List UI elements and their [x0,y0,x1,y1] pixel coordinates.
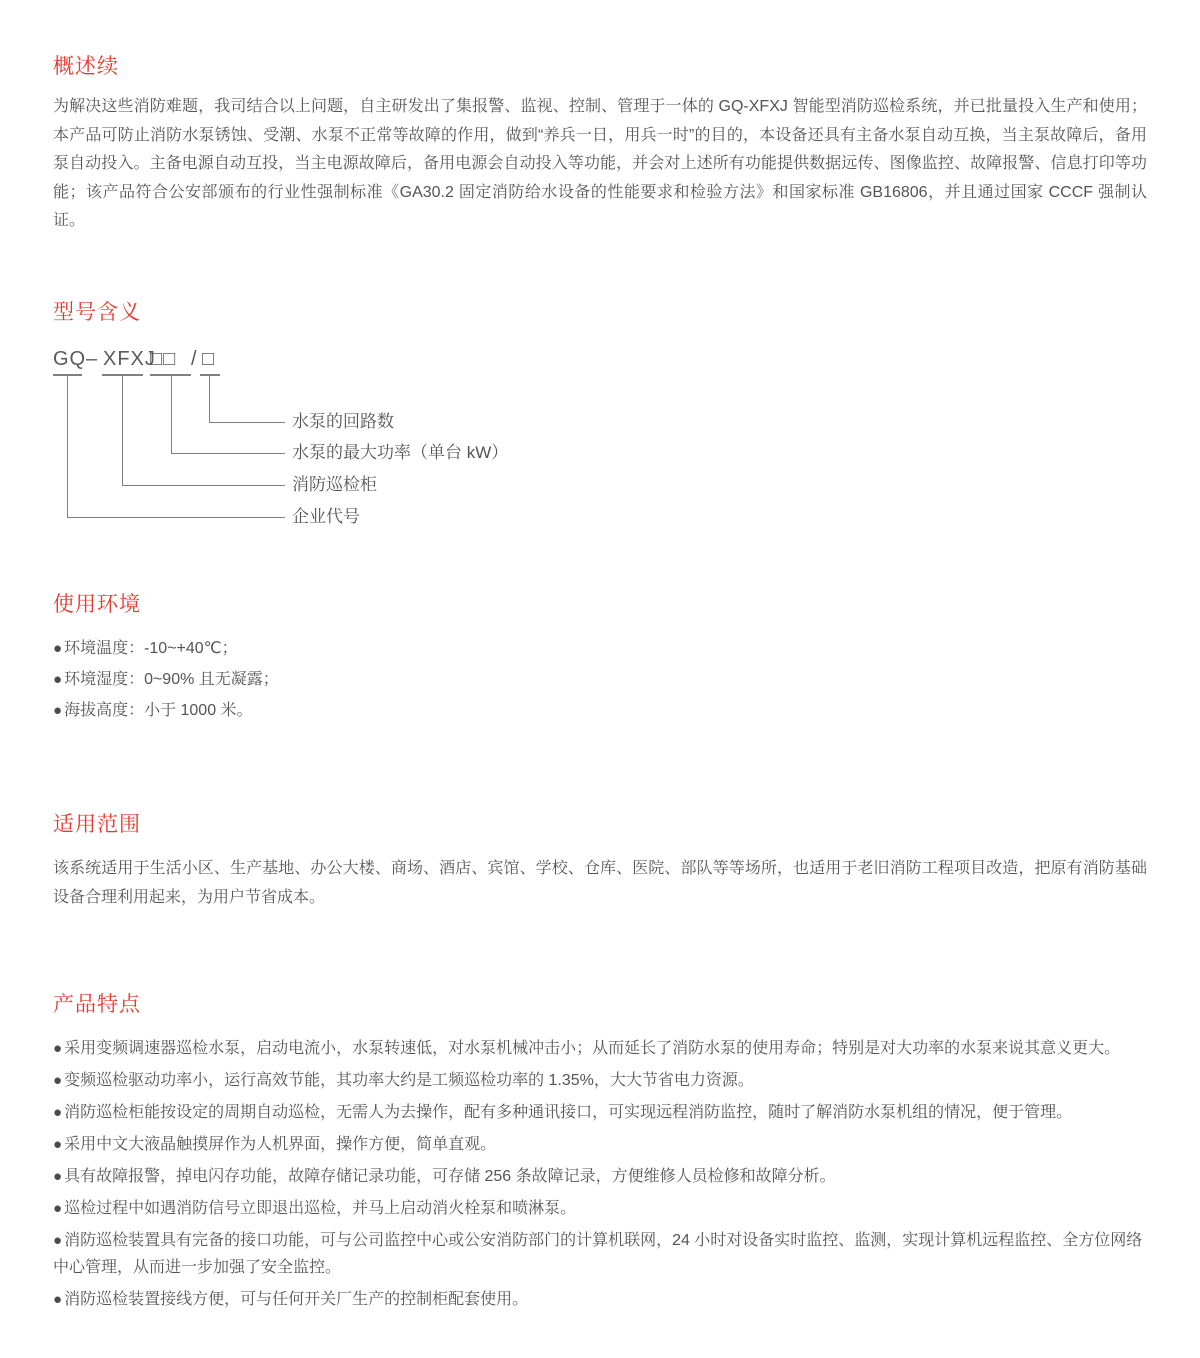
overview-heading: 概述续 [53,55,119,78]
environment-item-text: 环境湿度：0~90% 且无凝露； [64,670,279,688]
bullet-icon: ● [53,1231,63,1249]
list-item [53,697,1147,724]
section-features [53,992,1147,1313]
model-label-product: 消防巡检柜 [292,474,377,494]
scope-paragraph: 该系统适用于生活小区、生产基地、办公大楼、商场、酒店、宾馆、学校、仓库、医院、部队等等场所，也适用于老旧消防工程项目改造，把原有消防基础设备合理利用起来，为用户节省成本。 [53,859,1147,906]
feature-item-text: 采用中文大液晶触摸屏作为人机界面，操作方便，简单直观。 [64,1135,497,1153]
model-code-dash: – [86,347,99,370]
list-item [53,1099,1147,1126]
list-item [53,1035,1147,1062]
bullet-icon: ● [53,1167,63,1185]
list-item [53,635,1147,662]
model-label-company: 企业代号 [292,506,360,526]
environment-item-text: 海拔高度：小于 1000 米。 [64,701,253,719]
model-label-spec: 水泵的最大功率（单台 kW） [292,442,509,462]
list-item [53,1286,1147,1313]
model-code-company: GQ [53,347,87,370]
section-overview [53,54,1147,236]
feature-item-text: 消防巡检装置接线方便，可与任何开关厂生产的控制柜配套使用。 [64,1290,529,1308]
list-item [53,1227,1147,1281]
connector-vline-product [122,375,123,485]
section-model [53,300,1147,530]
list-item [53,1163,1147,1190]
feature-item-text: 采用变频调速器巡检水泵，启动电流小，水泵转速低，对水泵机械冲击小；从而延长了消防水泵的使用寿命；特别是对大功率的水泵来说其意义更大。 [64,1039,1121,1057]
connector-hline-company [67,517,285,518]
model-heading: 型号含义 [53,300,141,324]
bullet-icon: ● [53,670,63,688]
bullet-icon: ● [53,1199,63,1217]
bullet-icon: ● [53,1103,63,1121]
model-label-loop: 水泵的回路数 [292,411,394,431]
connector-hline-product [122,485,285,486]
section-environment [53,592,1147,724]
model-diagram [53,348,1147,530]
environment-list [53,635,1147,724]
features-heading: 产品特点 [53,992,141,1016]
feature-item-text: 消防巡检柜能按设定的周期自动巡检，无需人为去操作，配有多种通讯接口，可实现远程消防监控，随时了解消防水泵机组的情况，便于管理。 [64,1103,1073,1121]
environment-heading: 使用环境 [53,592,141,616]
bullet-icon: ● [53,639,63,657]
model-code-product: XFXJ [103,347,156,370]
bullet-icon: ● [53,1071,63,1089]
list-item [53,1067,1147,1094]
bullet-icon: ● [53,701,63,719]
model-code-spec-boxes: □□ [150,347,177,370]
connector-hline-spec [171,453,285,454]
list-item [53,666,1147,693]
connector-vline-spec [171,375,172,453]
feature-item-text: 巡检过程中如遇消防信号立即退出巡检，并马上启动消火栓泵和喷淋泵。 [64,1199,577,1217]
list-item [53,1195,1147,1222]
scope-heading: 适用范围 [53,812,141,836]
bullet-icon: ● [53,1290,63,1308]
bullet-icon: ● [53,1135,63,1153]
model-code-slash: / [191,347,198,370]
model-code-loop-box: □ [202,347,216,370]
environment-item-text: 环境温度：-10~+40℃； [64,639,238,657]
connector-hline-loop [209,422,285,423]
bullet-icon: ● [53,1039,63,1057]
feature-item-text: 具有故障报警，掉电闪存功能，故障存储记录功能，可存储 256 条故障记录，方便维修人员检修和故障分析。 [64,1167,836,1185]
connector-vline-loop [209,375,210,422]
overview-paragraph: 为解决这些消防难题，我司结合以上问题，自主研发出了集报警、监视、控制、管理于一体的 GQ-XFXJ 智能型消防巡检系统，并已批量投入生产和使用；本产品可防止消防水泵锈蚀、受潮、水泵不正常等故障的作用，做到“养兵一日，用兵一时”的目的，本设备还具有主备水泵自动互换，当主泵故障后，备用泵自动投入。主备电源自动互投，当主电源故障后，备用电源会自动投入等功能，并会对上述所有功能提供数据远传、图像监控、故障报警、信息打印等功能；该产品符合公安部颁布的行业性强制标准《GA30.2 固定消防给水设备的性能要求和检验方法》和国家标准 GB16806，并且通过国家 CCCF 强制认证。 [53,98,1147,229]
section-scope [53,812,1147,912]
list-item [53,1131,1147,1158]
feature-item-text: 消防巡检装置具有完备的接口功能，可与公司监控中心或公安消防部门的计算机联网，24 小时对设备实时监控、监测，实现计算机远程监控、全方位网络中心管理，从而进一步加强了安全监控。 [53,1231,1143,1276]
underline-loop [200,374,220,376]
feature-item-text: 变频巡检驱动功率小，运行高效节能，其功率大约是工频巡检功率的 1.35%，大大节省电力资源。 [64,1071,754,1089]
connector-vline-company [67,375,68,517]
features-list [53,1035,1147,1313]
